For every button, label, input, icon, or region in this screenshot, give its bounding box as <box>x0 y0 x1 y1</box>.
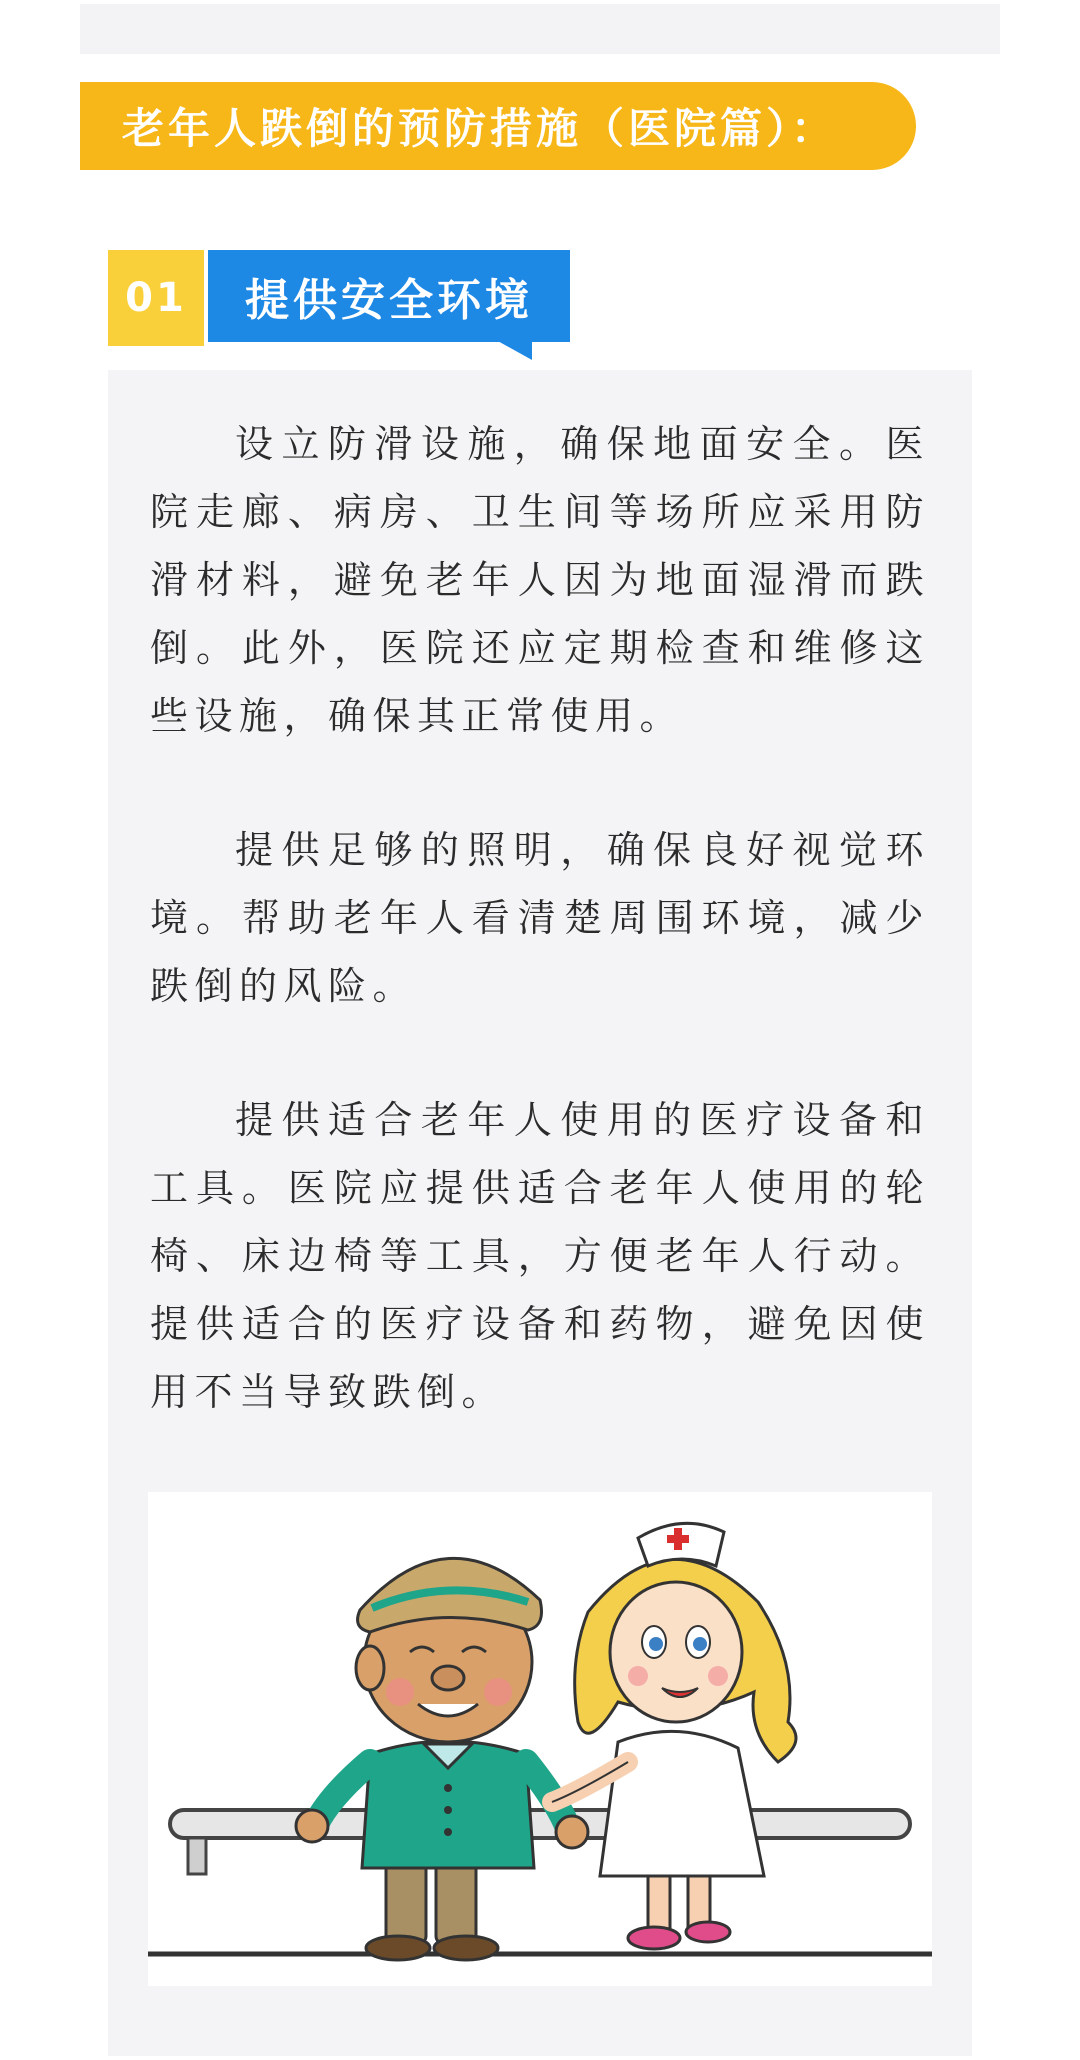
page-title: 老年人跌倒的预防措施（医院篇）： <box>122 104 838 153</box>
nurse <box>552 1523 796 1949</box>
section-number-badge <box>108 250 204 346</box>
section-number: 01 <box>125 275 187 321</box>
section-title-badge <box>208 250 570 342</box>
paragraph-lighting: 提供足够的照明，确保良好视觉环境。帮助老年人看清楚周围环境，减少跌倒的风险。 <box>150 828 930 1008</box>
top-strip <box>80 4 1000 54</box>
section-title-tail <box>496 340 532 360</box>
elderly-man <box>296 1558 588 1960</box>
section-title: 提供安全环境 <box>245 275 533 326</box>
paragraph-anti-slip: 设立防滑设施，确保地面安全。医院走廊、病房、卫生间等场所应采用防滑材料，避免老年人因为地面湿滑而跌倒。此外，医院还应定期检查和维修这些设施，确保其正常使用。 <box>150 422 930 738</box>
handrail <box>170 1810 910 1874</box>
header-banner <box>80 82 916 170</box>
paragraph-equipment: 提供适合老年人使用的医疗设备和工具。医院应提供适合老年人使用的轮椅、床边椅等工具，方便老年人行动。提供适合的医疗设备和药物，避免因使用不当导致跌倒。 <box>150 1098 930 1414</box>
elderly-man-and-nurse-illustration <box>148 1492 932 1986</box>
